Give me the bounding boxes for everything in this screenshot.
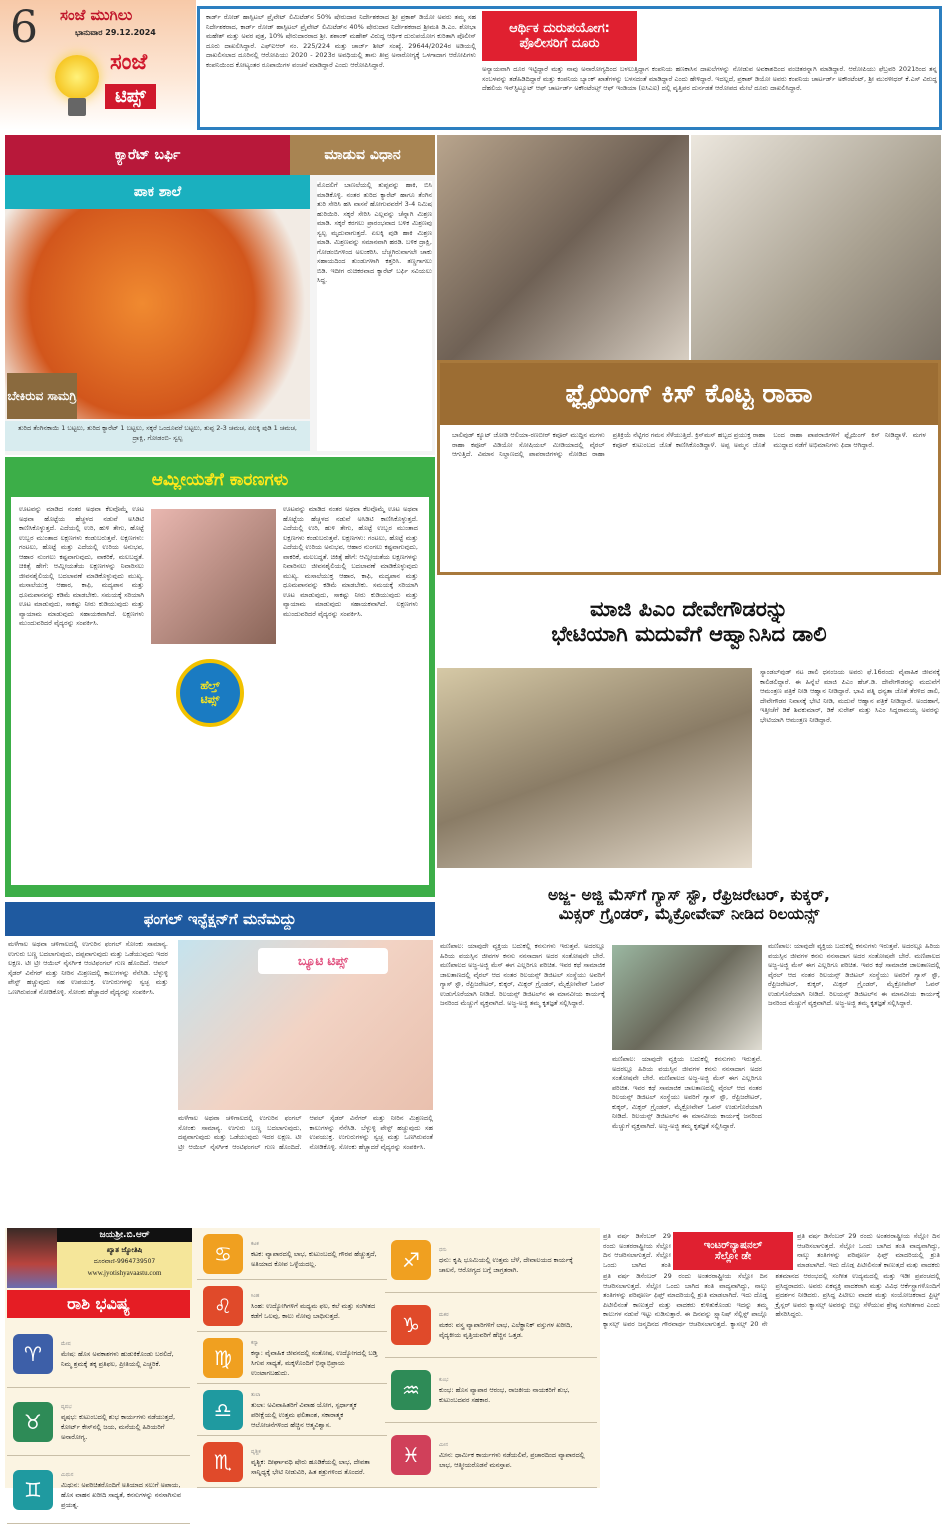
recipe-section-label: ಪಾಕ ಶಾಲೆ — [5, 175, 310, 209]
sign-name: ತುಲಾ — [251, 1391, 261, 1398]
ingredients-list: ತುರಿದ ತೆಂಗಿನಕಾಯಿ 1 ಬಟ್ಟಲು, ತುರಿದ ಕ್ಯಾರೆಟ್ 1 ಬಟ್ಟಲು, ಸಕ್ಕರೆ ಒಂದೂವರೆ ಬಟ್ಟಲು, ತುಪ್ಪ 2-3 ಚಮಚ, ಏಲಕ್ಕಿ ಪುಡಿ 1 ಚಮಚ, ದ್ರಾಕ್ಷಿ, ಗೋಡಂಬಿ- ಸ್ವಲ್ಪ — [5, 421, 310, 451]
sign-name: ಮಿಥುನ — [61, 1471, 74, 1478]
astrologer-name: ಜಯಶ್ರೀ.ಬಿ.ಆರ್ — [57, 1228, 192, 1242]
sign-name: ಕನ್ಯಾ — [251, 1339, 259, 1346]
zodiac-glyph: ♓ — [402, 1443, 420, 1467]
zodiac-2-icon — [13, 1402, 53, 1442]
horoscope-item — [7, 1456, 190, 1524]
devegowda-headline — [437, 582, 941, 662]
headline-line2: ಪೊಲೀಸರಿಗೆ ದೂರು — [519, 36, 600, 51]
horoscope-item — [7, 1388, 190, 1456]
zodiac-glyph: ♉ — [24, 1409, 42, 1434]
astrologer-role: ಖ್ಯಾತ ಜ್ಯೋತಿಷಿ — [106, 1246, 143, 1254]
horoscope-item — [385, 1423, 597, 1488]
zodiac-8-icon — [203, 1442, 243, 1482]
reliance-body-right: ಮಣಿಪಾಲ: ಯಾವುದೇ ವ್ಯಕ್ತಿಯ ಬದುಕಲ್ಲಿ ಕನಸುಗಳು ಇರುತ್ತವೆ. ಅದರಲ್ಲೂ ಹಿರಿಯ ವಯಸ್ಸಿನ ಜೀವಗಳ ಕನಸು ನನಸಾದಾಗ ಅದರ ಸಂತೋಷವೇ ಬೇರೆ. ಮಣಿಪಾಲದ ಅಜ್ಜ-ಅಜ್ಜಿ ಮೆಸ್ ಈಗ ಎಲ್ಲರಿಗೂ ಪರಿಚಿತ. ಇವರ ಕಥೆ ಸಾಮಾಜಿಕ ಜಾಲತಾಣದಲ್ಲಿ ವೈರಲ್ ಆದ ನಂತರ ರಿಲಯನ್ಸ್ ಡಿಜಿಟಲ್ ಸಂಸ್ಥೆಯು ಅವರಿಗೆ ಗ್ಯಾಸ್ ಸ್ಟೌ, ರೆಫ್ರಿಜರೇಟರ್, ಕುಕ್ಕರ್, ಮಿಕ್ಸರ್ ಗ್ರೈಂಡರ್, ಮೈಕ್ರೋವೇವ್ ಓವನ್ ಉಡುಗೊರೆಯಾಗಿ ನೀಡಿದೆ. ರಿಲಯನ್ಸ್ ಡಿಜಿಟಲ್‌ನ ಈ ಮಾನವೀಯ ಕಾರ್ಯಕ್ಕೆ ಜನರಿಂದ ಮೆಚ್ಚುಗೆ ವ್ಯಕ್ತವಾಗಿದೆ. ಅಜ್ಜ-ಅಜ್ಜಿ ತಮ್ಮ ಕೃತಜ್ಞತೆ ಸಲ್ಲಿಸಿದ್ದಾರೆ. — [768, 942, 940, 1007]
cello-body-top-right: ಪ್ರತಿ ವರ್ಷ ಡಿಸೆಂಬರ್ 29 ರಂದು ಅಂತರರಾಷ್ಟ್ರೀಯ ಸೆಲ್ಲೋ ದಿನ ಆಚರಿಸಲಾಗುತ್ತದೆ. ಸೆಲ್ಲೋ ಒಂದು ಬಾಗಿದ ತಂತಿ ವಾದ್ಯವಾಗಿದ್ದು, ನಾಲ್ಕು ತಂತಿಗಳನ್ನು ಪರಿಪೂರ್ಣ ಫಿಫ್ತ್ ಮಾದರಿಯಲ್ಲಿ ಶ್ರುತಿ ಮಾಡಲಾಗಿದೆ. ಇದು ದೊಡ್ಡ ಪಿಟೀಲಿನಂತೆ ಕಾಣುತ್ತದೆ ಮತ್ತು ವಾದಕರು — [797, 1232, 940, 1268]
zodiac-glyph: ♌ — [214, 1293, 232, 1318]
headline-line1: ಮಾಜಿ ಪಿಎಂ ದೇವೇಗೌಡರನ್ನು — [589, 597, 789, 621]
badge-line1: ಹೆಲ್ತ್ — [200, 679, 220, 692]
sign-name: ಮೀನ — [439, 1442, 449, 1448]
horoscope-column-3 — [385, 1228, 597, 1488]
raha-ranbir-photo — [437, 135, 689, 360]
zodiac-glyph: ♊ — [24, 1477, 42, 1502]
sign-name: ಮೇಷ — [61, 1340, 71, 1347]
celebrity-headline: ಫ್ಲೈಯಿಂಗ್ ಕಿಸ್ ಕೊಟ್ಟ ರಾಹಾ — [440, 363, 938, 425]
zodiac-glyph: ♏ — [214, 1449, 232, 1474]
section-title: ಸಂಜೆ — [110, 50, 148, 75]
reliance-headline — [437, 872, 941, 938]
health-section — [5, 457, 435, 897]
stomach-pain-photo — [151, 509, 276, 644]
sign-name: ಸಿಂಹ — [251, 1292, 260, 1299]
horoscope-text — [61, 1339, 184, 1369]
sign-name: ಕುಂಭ — [439, 1377, 449, 1383]
zodiac-4-icon — [203, 1234, 243, 1274]
horoscope-column-2 — [197, 1228, 387, 1488]
lightbulb-base-icon — [68, 98, 86, 116]
astrologer-website[interactable]: www.jyotishyavaastu.com — [87, 1269, 162, 1277]
sign-prediction: ತುಲಾ: ಅವಿವಾಹಿತರಿಗೆ ವಿವಾಹ ಯೋಗ, ಸ್ಪರ್ಧಾತ್ಮಕ ಪರೀಕ್ಷೆಯಲ್ಲಿ ಉತ್ತಮ ಫಲಿತಾಂಶ, ಸಕಾರಾತ್ಮಕ ಆಲೋಚನೆಗಳಿಂದ ಹೆಚ್ಚಿನ ಆತ್ಮವಿಶ್ವಾಸ. — [251, 1400, 357, 1429]
horoscope-item — [385, 1358, 597, 1423]
zodiac-glyph: ♐ — [402, 1248, 420, 1272]
lead-story — [197, 6, 942, 130]
recipe-method: ಮೊದಲಿಗೆ ಬಾಣಲೆಯಲ್ಲಿ ತುಪ್ಪವನ್ನು ಹಾಕಿ, ಬಿಸಿ ಮಾಡಿಕೊಳ್ಳಿ. ನಂತರ ತುರಿದ ಕ್ಯಾರೆಟ್ ಹಾಗೂ ತೆಂಗಿನ ತುರಿ ಸೇರಿಸಿ ಹಸಿ ವಾಸನೆ ಹೋಗುವವರೆಗೆ 3-4 ನಿಮಿಷ ಹುರಿಯಿರಿ. ಸಕ್ಕರೆ ಸೇರಿಸಿ ಎಲ್ಲವನ್ನು ಚೆನ್ನಾಗಿ ಮಿಶ್ರಣ ಮಾಡಿ. ಸಕ್ಕರೆ ಕರಗಲು ಪ್ರಾರಂಭವಾದ ಬಳಿಕ ಮಿಶ್ರಣವು ಸ್ವಲ್ಪ ಮೃದುವಾಗುತ್ತದೆ. ಏಲಕ್ಕಿ ಪುಡಿ ಹಾಕಿ ಮಿಶ್ರಣ ಮಾಡಿ. ಮಿಶ್ರಣವನ್ನು ಸಮಾನವಾಗಿ ಹರಡಿ. ಬಳಿಕ ದ್ರಾಕ್ಷಿ, ಗೋಡಂಬಿಗಳಿಂದ ಅಲಂಕರಿಸಿ. ಬೆಚ್ಚಗಿರುವಾಗಲೇ ಚಾಕು ಸಹಾಯದಿಂದ ತುಂಡುಗಳಾಗಿ ಕತ್ತರಿಸಿ. ತಣ್ಣಗಾಗಲು ಬಿಡಿ. ಇದೀಗ ರುಚಿಕರವಾದ ಕ್ಯಾರೆಟ್ ಬರ್ಫಿ ಸವಿಯಲು ಸಿದ್ಧ. — [317, 181, 432, 451]
headline-line2: ಮಿಕ್ಸರ್ ಗ್ರೈಂಡರ್, ಮೈಕ್ರೋವೇವ್ ನೀಡಿದ ರಿಲಯನ್ಸ್ — [558, 905, 820, 923]
zodiac-10-icon — [391, 1305, 431, 1345]
sign-prediction: ಕುಂಭ: ಹೊಸ ವ್ಯಾಪಾರ ಆರಂಭ, ರಾಜಕೀಯ ನಾಯಕರಿಗೆ ಶುಭ, ಕುಟುಂಬದವರ ಸಹಕಾರ. — [439, 1386, 570, 1404]
celebrity-box — [437, 360, 941, 575]
health-title: ಆಮ್ಲೀಯತೆಗೆ ಕಾರಣಗಳು — [151, 470, 289, 490]
issue-date: ಭಾನುವಾರ 29.12.2024 — [75, 28, 156, 37]
sign-prediction: ಮಕರ: ವಸ್ತ್ರ ವ್ಯಾಪಾರಿಗಳಿಗೆ ಲಾಭ, ಎಲೆಕ್ಟ್ರಾನಿಕ್ ವಸ್ತುಗಳ ಖರೀದಿ, ವೈದ್ಯಕೀಯ ವೃತ್ತಿಯವರಿಗೆ ಹೆಚ್ಚಿನ ಒತ್ತಡ. — [439, 1321, 573, 1339]
zodiac-glyph: ♒ — [402, 1378, 420, 1402]
beauty-body: ಮಳೆಗಾಲ ಅಥವಾ ಚಳಿಗಾಲದಲ್ಲಿ ಉಗುರಿನ ಫಂಗಲ್ ಸೋಂಕು ಸಾಮಾನ್ಯ. ಉಗುರು ಬಣ್ಣ ಬದಲಾಗುವುದು, ದಪ್ಪವಾಗುವುದು ಮತ್ತು ಒಡೆಯುವುದು ಇದರ ಲಕ್ಷಣ. ಟೀ ಟ್ರೀ ಆಯಿಲ್ ನೈಸರ್ಗಿಕ ಆಂಟಿಫಂಗಲ್ ಗುಣ ಹೊಂದಿದೆ. ಆಪಲ್ ಸೈಡರ್ ವಿನೆಗರ್ ಮತ್ತು ನೀರಿನ ಮಿಶ್ರಣದಲ್ಲಿ ಕಾಲುಗಳನ್ನು ನೆನೆಸಿಡಿ. ಬೆಳ್ಳುಳ್ಳಿ ಪೇಸ್ಟ್ ಹಚ್ಚುವುದು ಸಹ ಉಪಯುಕ್ತ. ಉಗುರುಗಳನ್ನು ಸ್ವಚ್ಛ ಮತ್ತು ಒಣಗಿರುವಂತೆ ನೋಡಿಕೊಳ್ಳಿ. ಸೋಂಕು ಹೆಚ್ಚಾದರೆ ವೈದ್ಯರನ್ನು ಸಂಪರ್ಕಿಸಿ. — [8, 940, 168, 996]
sign-prediction: ವೃಶ್ಚಿಕ: ದೀರ್ಘಾವಧಿ ಷೇರು ಹೂಡಿಕೆಯಲ್ಲಿ ಲಾಭ, ದೇವತಾ ಸಾನ್ನಿಧ್ಯಕ್ಕೆ ಭೇಟಿ ನೀಡುವಿರಿ, ಹಿತ ಶತ್ರುಗಳಿಂದ ತೊಂದರೆ. — [251, 1457, 370, 1476]
method-title: ಮಾಡುವ ವಿಧಾನ — [290, 135, 435, 175]
headline-line2: ಭೇಟಿಯಾಗಿ ಮದುವೆಗೆ ಆಹ್ವಾನಿಸಿದ ಡಾಲಿ — [551, 622, 827, 646]
horoscope-text — [439, 1440, 591, 1470]
ingredients-title: ಬೇಕಿರುವ ಸಾಮಗ್ರಿ — [7, 373, 77, 419]
ajja-ajji-photo — [612, 945, 762, 1050]
horoscope-column-1 — [7, 1320, 190, 1524]
zodiac-5-icon — [203, 1286, 243, 1326]
sign-prediction: ಕನ್ಯಾ: ವೈವಾಹಿಕ ಜೀವನದಲ್ಲಿ ಸಂತೋಷ, ಉದ್ಯೋಗದಲ್ಲಿ ಬಡ್ತಿ ಸಿಗುವ ಸಾಧ್ಯತೆ, ಮಕ್ಕಳೊಂದಿಗೆ ಭಿನ್ನಾಭಿಪ್ರಾಯ ಉಂಟಾಗಬಹುದು. — [251, 1348, 378, 1377]
sign-prediction: ಮೇಷ: ಹೊಸ ಅವಕಾಶಗಳು ಹುಡುಕಿಕೊಂಡು ಬರಲಿದೆ, ನಿಮ್ಮ ಶ್ರಮಕ್ಕೆ ತಕ್ಕ ಪ್ರತಿಫಲ, ಪ್ರೀತಿಯಲ್ಲಿ ಎಚ್ಚರಿಕೆ. — [61, 1349, 174, 1368]
astrologer-card — [57, 1228, 192, 1288]
sign-prediction: ಮೀನ: ಧಾರ್ಮಿಕ ಕಾರ್ಯಗಳು ನಡೆಯಲಿವೆ, ಪ್ರಚಾರದಿಂದ ವ್ಯಾಪಾರದಲ್ಲಿ ಲಾಭ, ಆತ್ಮೀಯರೊಡನೆ ಮನಸ್ತಾಪ. — [439, 1451, 585, 1469]
horoscope-item — [385, 1293, 597, 1358]
dhananjaya-devegowda-photo — [437, 668, 752, 868]
beauty-body-bottom: ಮಳೆಗಾಲ ಅಥವಾ ಚಳಿಗಾಲದಲ್ಲಿ ಉಗುರಿನ ಫಂಗಲ್ ಸೋಂಕು ಸಾಮಾನ್ಯ. ಉಗುರು ಬಣ್ಣ ಬದಲಾಗುವುದು, ದಪ್ಪವಾಗುವುದು ಮತ್ತು ಒಡೆಯುವುದು ಇದರ ಲಕ್ಷಣ. ಟೀ ಟ್ರೀ ಆಯಿಲ್ ನೈಸರ್ಗಿಕ ಆಂಟಿಫಂಗಲ್ ಗುಣ ಹೊಂದಿದೆ. ಆಪಲ್ ಸೈಡರ್ ವಿನೆಗರ್ ಮತ್ತು ನೀರಿನ ಮಿಶ್ರಣದಲ್ಲಿ ಕಾಲುಗಳನ್ನು ನೆನೆಸಿಡಿ. ಬೆಳ್ಳುಳ್ಳಿ ಪೇಸ್ಟ್ ಹಚ್ಚುವುದು ಸಹ ಉಪಯುಕ್ತ. ಉಗುರುಗಳನ್ನು ಸ್ವಚ್ಛ ಮತ್ತು ಒಣಗಿರುವಂತೆ ನೋಡಿಕೊಳ್ಳಿ. ಸೋಂಕು ಹೆಚ್ಚಾದರೆ ವೈದ್ಯರನ್ನು ಸಂಪರ್ಕಿಸಿ. — [178, 1114, 433, 1151]
headline-line1: ಅಜ್ಜ- ಅಜ್ಜಿ ಮೆಸ್‌ಗೆ ಗ್ಯಾಸ್ ಸ್ಟೌ, ರೆಫ್ರಿಜರೇಟರ್, ಕುಕ್ಕರ್, — [548, 886, 830, 904]
horoscope-item — [197, 1280, 387, 1332]
sign-prediction: ಕಟಕ: ವ್ಯಾಪಾರದಲ್ಲಿ ಲಾಭ, ಕುಟುಂಬದಲ್ಲಿ ಗೌರವ ಹೆಚ್ಚುತ್ತದೆ, ಅತಿಯಾದ ಕೋಪ ಒಳ್ಳೆಯದಲ್ಲ. — [251, 1249, 377, 1268]
astrologer-photo — [7, 1228, 57, 1288]
horoscope-title: ರಾಶಿ ಭವಿಷ್ಯ — [7, 1290, 190, 1318]
horoscope-text — [61, 1402, 184, 1442]
horoscope-text — [251, 1447, 381, 1477]
cello-body: ಪ್ರತಿ ವರ್ಷ ಡಿಸೆಂಬರ್ 29 ರಂದು ಅಂತರರಾಷ್ಟ್ರೀಯ ಸೆಲ್ಲೋ ದಿನ ಆಚರಿಸಲಾಗುತ್ತದೆ. ಸೆಲ್ಲೋ ಒಂದು ಬಾಗಿದ ತಂತಿ ವಾದ್ಯವಾಗಿದ್ದು, ನಾಲ್ಕು ತಂತಿಗಳನ್ನು ಪರಿಪೂರ್ಣ ಫಿಫ್ತ್ ಮಾದರಿಯಲ್ಲಿ ಶ್ರುತಿ ಮಾಡಲಾಗಿದೆ. ಇದು ದೊಡ್ಡ ಪಿಟೀಲಿನಂತೆ ಕಾಣುತ್ತದೆ ಮತ್ತು ವಾದಕರು ಕುಳಿತುಕೊಂಡು ಇದನ್ನು ತಮ್ಮ ಕಾಲುಗಳ ನಡುವೆ ಇಟ್ಟು ನುಡಿಸುತ್ತಾರೆ. ಈ ದಿನವನ್ನು ಸ್ಪ್ಯಾನಿಷ್ ಸೆಲ್ಲಿಸ್ಟ್ ಪಾಬ್ಲೊ ಕ್ಯಾಸಲ್ಸ್ ಅವರ ಜನ್ಮದಿನದ ಗೌರವಾರ್ಥ ಆಚರಿಸಲಾಗುತ್ತದೆ. ಕ್ಯಾಸಲ್ಸ್ 20 ನೇ ಶತಮಾನದ ಆರಂಭದಲ್ಲಿ ಸಂಗೀತ ಉದ್ಯಮದಲ್ಲಿ ಮತ್ತು ಇಡೀ ಪ್ರಪಂಚದಲ್ಲಿ ಪ್ರಸಿದ್ಧರಾದರು. ಅವರು ಏಕವ್ಯಕ್ತಿ ವಾದಕರಾಗಿ ಮತ್ತು ವಿವಿಧ ಆರ್ಕೆಸ್ಟ್ರಾಗಳೊಂದಿಗೆ ಪ್ರದರ್ಶನ ನೀಡಿದರು. ಪ್ರಸಿದ್ಧ ಪಿಟೀಲು ವಾದಕ ಮತ್ತು ಸಂಯೋಜಕರಾದ ಫ್ರಿಟ್ಜ್ ಕ್ರೈಸ್ಲರ್ ಅವರು ಕ್ಯಾಸಲ್ಸ್ ಅವರನ್ನು ಬಿಲ್ಲು ಸೆಳೆಯುವ ಶ್ರೇಷ್ಠ ಸಂಗೀತಗಾರ ಎಂದು ಹೆಸರಿಸಿದ್ದರು. — [603, 1272, 940, 1328]
page-number: 6 — [10, 2, 38, 53]
beauty-tips-tag: ಬ್ಯೂಟಿ ಟಿಪ್ಸ್ — [258, 948, 388, 974]
section-subtitle: ಟಿಪ್ಸ್ — [105, 84, 156, 109]
zodiac-12-icon — [391, 1435, 431, 1475]
recipe-section — [5, 135, 435, 455]
health-tips-badge — [176, 659, 244, 727]
recipe-title: ಕ್ಯಾರೆಟ್ ಬರ್ಫಿ — [5, 135, 290, 175]
horoscope-section — [5, 1228, 600, 1509]
zodiac-glyph: ♑ — [402, 1313, 420, 1337]
devegowda-body: ಸ್ಯಾಂಡಲ್‌ವುಡ್ ನಟ ಡಾಲಿ ಧನಂಜಯ ಅವರು ಫೆ.16ರಂದು ವೈವಾಹಿಕ ಜೀವನಕ್ಕೆ ಕಾಲಿಡಲಿದ್ದಾರೆ. ಈ ಹಿನ್ನೆಲೆ ಮಾಜಿ ಪಿಎಂ ಹೆಚ್.ಡಿ. ದೇವೇಗೌಡರನ್ನು ಮದುವೆಗೆ ಆಮಂತ್ರಣ ಪತ್ರಿಕೆ ನೀಡಿ ಆಹ್ವಾನ ನೀಡಿದ್ದಾರೆ. ಭಾವಿ ಪತ್ನಿ ಧನ್ಯತಾ ಜೊತೆ ತೆರಳಿದ ಡಾಲಿ, ದೇವೇಗೌಡರ ನಿವಾಸಕ್ಕೆ ಭೇಟಿ ನೀಡಿ, ಮದುವೆ ಆಹ್ವಾನ ಪತ್ರಿಕೆ ನೀಡಿದ್ದಾರೆ. ಅಂದಹಾಗೆ, ಇತ್ತೀಚೆಗೆ ಡಿಕೆ ಶಿವಕುಮಾರ್, ಡಿಕೆ ಸುರೇಶ್ ಮತ್ತು ಸಿಎಂ ಸಿದ್ದರಾಮಯ್ಯ ಅವರನ್ನು ಭೇಟಿಯಾಗಿ ಆಮಂತ್ರಣ ನೀಡಿದ್ದಾರೆ. — [760, 668, 940, 724]
zodiac-11-icon — [391, 1370, 431, 1410]
headline-line1: ಇಂಟರ್‌ನ್ಯಾಷನಲ್ — [703, 1240, 763, 1251]
zodiac-glyph: ♋ — [214, 1241, 232, 1266]
sign-name: ಕಟಕ — [251, 1240, 259, 1247]
lead-story-body-left: ಕಾರ್ಡ್ ರೋಡ್ ಹಾಸ್ಪಿಟಲ್ ಪ್ರೈವೇಟ್ ಲಿಮಿಟೆಡ್‌ನ 50% ಷೇರುದಾರ ನಿರ್ದೇಶಕರಾದ ಶ್ರೀ ಪ್ರಕಾಶ್ ಡಿಯೋ ಅವರು ತಮ್ಮ ಸಹ ನಿರ್ದೇಶಕರಾದ, ಕಾರ್ಡ್ ರೋಡ್ ಹಾಸ್ಪಿಟಲ್ ಪ್ರೈವೇಟ್ ಲಿಮಿಟೆಡ್‌ನ 40% ಷೇರುದಾರ ನಿರ್ದೇಶಕರಾದ ಶ್ರೀಮತಿ ಡಿ.ಎಂ. ಶೋಭಾ ಮಹೇಶ್ ಮತ್ತು ಅವರ ಪುತ್ರ, 10% ಷೇರುದಾರರಾದ ಶ್ರೀ. ಶಶಾಂಕ್ ಮಹೇಶ್ ವಿರುದ್ಧ ಆರ್ಥಿಕ ದುರುಪಯೋಗ ಕುರಿತಾಗಿ ಪೊಲೀಸ್ ದೂರು ದಾಖಲಿಸಿದ್ದಾರೆ. ಎಫ್‌ಐಆರ್ ನಂ. 225/224 ಮತ್ತು ಚಾರ್ಜ್ ಶೀಟ್ ಸಂಖ್ಯೆ. 29644/2024ರ ಅಡಿಯಲ್ಲಿ ದಾಖಲಿಸಲಾದ ದೂರಿನಲ್ಲಿ ಆರೋಪಿಯು 2020 - 2023ರ ಅವಧಿಯಲ್ಲಿ ತಾನು ತೀವ್ರ ಅನಾರೋಗ್ಯಕ್ಕೆ ಒಳಗಾದಾಗ ಆರೋಪಿಗಳು ಕಂಪನಿಯಿಂದ ಕೋಟ್ಯಂತರ ರೂಪಾಯಿಗಳ ವಂಚನೆ ಮಾಡಿದ್ದಾರೆ ಎಂದು ಆರೋಪಿಸಿದ್ದಾರೆ. — [206, 13, 476, 69]
zodiac-6-icon — [203, 1338, 243, 1378]
sign-prediction: ವೃಷಭ: ಕುಟುಂಬದಲ್ಲಿ ಶುಭ ಕಾರ್ಯಗಳು ನಡೆಯುತ್ತದೆ, ಕೋರ್ಟ್ ಕೇಸ್‌ನಲ್ಲಿ ಜಯ, ಮನೆಯಲ್ಲಿ ಹಿರಿಯರಿಗೆ ಅನಾರೋಗ್ಯ. — [61, 1412, 176, 1441]
zodiac-glyph: ♎ — [214, 1397, 232, 1422]
lightbulb-icon — [55, 55, 99, 99]
lead-story-body-right: ಅನ್ಯಾಯವಾಗಿ ದೂರ ಇಟ್ಟಿದ್ದಾರೆ ಮತ್ತು ನಾವು ಅನಾರೋಗ್ಯದಿಂದ ಬಳಲುತ್ತಿದ್ದಾಗ ಕಂಪನಿಯ ಹಣಕಾಸಿನ ದಾಖಲೆಗಳನ್ನು ನೋಡುವ ಅವಕಾಶದಿಂದ ವಂಚಿತರನ್ನಾಗಿ ಮಾಡಿದ್ದಾರೆ. ಆರೋಪಿಯು ಫೆಬ್ರವರಿ 2021ರಿಂದ ತನ್ನ ಸಂಬಳವನ್ನು ತಡೆಹಿಡಿದಿದ್ದಾರೆ ಮತ್ತು ಕಂಪನಿಯ ಬ್ಯಾಂಕ್ ಖಾತೆಗಳನ್ನು ಬಳಸದಂತೆ ಮಾಡಿದ್ದಾರೆ ಎಂದು ಹೇಳಿದ್ದಾರೆ. ಇದಲ್ಲದೆ, ಪ್ರಕಾಶ್ ಡಿಯೋ ಅವರು ಕಂಪನಿಯ ಚಾರ್ಟರ್ಡ್ ಅಕೌಂಟೆಂಟ್, ಶ್ರೀ ಮುರಳೀಧರ್ ಕೆ.ಎಸ್ ವಿರುದ್ಧ ದೆಹಲಿಯ ಇನ್‌ಸ್ಟಿಟ್ಯೂಟ್ ಆಫ್ ಚಾರ್ಟರ್ಡ್ ಅಕೌಂಟೆಂಟ್ಸ್ ಆಫ್ ಇಂಡಿಯಾ (ಐಸಿಎಐ) ದಲ್ಲಿ ವೃತ್ತಿಪರ ದುರ್ನಡತೆ ಆರೋಪದ ಮೇಲೆ ದೂರು ದಾಖಲಿಸಿದ್ದಾರೆ. — [482, 65, 937, 92]
masthead — [0, 0, 196, 130]
zodiac-glyph: ♈ — [24, 1341, 42, 1366]
horoscope-text — [251, 1390, 381, 1430]
horoscope-text — [251, 1291, 381, 1321]
health-body: ಊಟವನ್ನು ಮಾಡಿದ ನಂತರ ಅಥವಾ ಕೆಲವೊಮ್ಮೆ ಊಟ ಅಥವಾ ಹೊಟ್ಟೆಯ ಹೆಚ್ಚಳದ ನಡುವೆ ಅಸಿಡಿಟಿ ಕಾಣಿಸಿಕೊಳ್ಳುತ್ತದೆ. ಎದೆಯಲ್ಲಿ ಉರಿ, ಹುಳಿ ತೇಗು, ಹೊಟ್ಟೆ ಉಬ್ಬರ ಮುಂತಾದ ಲಕ್ಷಣಗಳು ಕಂಡುಬರುತ್ತವೆ. ಲಕ್ಷಣಗಳು: ಗಂಟಲು, ಹೊಟ್ಟೆ ಮತ್ತು ಎದೆಯಲ್ಲಿ ಉರಿಯ ಅನುಭವ, ಆಹಾರ ನುಂಗಲು ಕಷ್ಟವಾಗುವುದು, ವಾಕರಿಕೆ, ಮಲಬದ್ಧತೆ. ಚಿಕಿತ್ಸೆ ಹೇಗೆ: ಆಮ್ಲೀಯತೆಯ ಲಕ್ಷಣಗಳನ್ನು ನಿವಾರಿಸಲು ಜೀವನಶೈಲಿಯಲ್ಲಿ ಬದಲಾವಣೆ ಮಾಡಿಕೊಳ್ಳುವುದು ಮುಖ್ಯ. ಮಸಾಲೆಯುಕ್ತ ಆಹಾರ, ಕಾಫಿ, ಮದ್ಯಪಾನ ಮತ್ತು ಧೂಮಪಾನವನ್ನು ಕಡಿಮೆ ಮಾಡಬೇಕು. ಸಮಯಕ್ಕೆ ಸರಿಯಾಗಿ ಊಟ ಮಾಡುವುದು, ಸಾಕಷ್ಟು ನೀರು ಕುಡಿಯುವುದು ಮತ್ತು ವ್ಯಾಯಾಮ ಮಾಡುವುದು ಸಹಾಯಕವಾಗಿದೆ. ಲಕ್ಷಣಗಳು ಮುಂದುವರಿದರೆ ವೈದ್ಯರನ್ನು ಸಂಪರ್ಕಿಸಿ. — [19, 505, 144, 627]
lead-story-headline — [482, 11, 637, 61]
horoscope-text — [439, 1245, 591, 1275]
horoscope-item — [385, 1228, 597, 1293]
celebrity-body: ಬಾಲಿವುಡ್ ಕ್ಯೂಟ್ ಜೋಡಿ ಆಲಿಯಾ-ರಣಬೀರ್ ಕಪೂರ್ ಮುದ್ದಿನ ಮಗಳು ರಾಹಾ ಕಪೂರ್ ವಿಡಿಯೋ ಸೋಷಿಯಲ್ ಮೀಡಿಯಾದಲ್ಲಿ ವೈರಲ್ ಆಗುತ್ತಿದೆ. ವಿಮಾನ ನಿಲ್ದಾಣದಲ್ಲಿ ಪಾಪರಾಜಿಗಳನ್ನು ನೋಡಿದ ರಾಹಾ ಪ್ರತಿಕ್ರಿಯೆ ನೆಟ್ಟಿಗರ ಗಮನ ಸೆಳೆಯುತ್ತಿದೆ. ಕ್ರಿಸ್‌ಮಸ್ ಹಬ್ಬದ ಪ್ರಯುಕ್ತ ರಾಹಾ ಕಪೂರ್ ಕುಟುಂಬದ ಜೊತೆ ಕಾಣಿಸಿಕೊಂಡಿದ್ದಾಳೆ. ಅಪ್ಪ ಅಮ್ಮನ ಜೊತೆ ಬಂದ ರಾಹಾ ಪಾಪರಾಜಿಗಳಿಗೆ ಫ್ಲೈಯಿಂಗ್ ಕಿಸ್ ನೀಡಿದ್ದಾಳೆ. ಮಗಳ ಮುದ್ದಾದ ನಡೆಗೆ ಅಭಿಮಾನಿಗಳು ಫಿದಾ ಆಗಿದ್ದಾರೆ. — [452, 431, 926, 458]
horoscope-text — [439, 1375, 591, 1405]
reliance-body: ಮಣಿಪಾಲ: ಯಾವುದೇ ವ್ಯಕ್ತಿಯ ಬದುಕಲ್ಲಿ ಕನಸುಗಳು ಇರುತ್ತವೆ. ಅದರಲ್ಲೂ ಹಿರಿಯ ವಯಸ್ಸಿನ ಜೀವಗಳ ಕನಸು ನನಸಾದಾಗ ಅದರ ಸಂತೋಷವೇ ಬೇರೆ. ಮಣಿಪಾಲದ ಅಜ್ಜ-ಅಜ್ಜಿ ಮೆಸ್ ಈಗ ಎಲ್ಲರಿಗೂ ಪರಿಚಿತ. ಇವರ ಕಥೆ ಸಾಮಾಜಿಕ ಜಾಲತಾಣದಲ್ಲಿ ವೈರಲ್ ಆದ ನಂತರ ರಿಲಯನ್ಸ್ ಡಿಜಿಟಲ್ ಸಂಸ್ಥೆಯು ಅವರಿಗೆ ಗ್ಯಾಸ್ ಸ್ಟೌ, ರೆಫ್ರಿಜರೇಟರ್, ಕುಕ್ಕರ್, ಮಿಕ್ಸರ್ ಗ್ರೈಂಡರ್, ಮೈಕ್ರೋವೇವ್ ಓವನ್ ಉಡುಗೊರೆಯಾಗಿ ನೀಡಿದೆ. ರಿಲಯನ್ಸ್ ಡಿಜಿಟಲ್‌ನ ಈ ಮಾನವೀಯ ಕಾರ್ಯಕ್ಕೆ ಜನರಿಂದ ಮೆಚ್ಚುಗೆ ವ್ಯಕ್ತವಾಗಿದೆ. ಅಜ್ಜ-ಅಜ್ಜಿ ತಮ್ಮ ಕೃತಜ್ಞತೆ ಸಲ್ಲಿಸಿದ್ದಾರೆ. — [440, 942, 605, 1007]
horoscope-text — [251, 1338, 381, 1378]
zodiac-9-icon — [391, 1240, 431, 1280]
zodiac-glyph: ♍ — [214, 1345, 232, 1370]
sign-prediction: ಸಿಂಹ: ಉದ್ಯೋಗಿಗಳಿಗೆ ಮಧ್ಯಮ ಫಲ, ಕಲೆ ಮತ್ತು ಸಂಗೀತದ ಕಡೆಗೆ ಒಲವು, ಕಾಲು ನೋವು ಬಾಧಿಸುತ್ತದೆ. — [251, 1301, 376, 1320]
horoscope-text — [439, 1310, 591, 1340]
health-body-continued: ಊಟವನ್ನು ಮಾಡಿದ ನಂತರ ಅಥವಾ ಕೆಲವೊಮ್ಮೆ ಊಟ ಅಥವಾ ಹೊಟ್ಟೆಯ ಹೆಚ್ಚಳದ ನಡುವೆ ಅಸಿಡಿಟಿ ಕಾಣಿಸಿಕೊಳ್ಳುತ್ತದೆ. ಎದೆಯಲ್ಲಿ ಉರಿ, ಹುಳಿ ತೇಗು, ಹೊಟ್ಟೆ ಉಬ್ಬರ ಮುಂತಾದ ಲಕ್ಷಣಗಳು ಕಂಡುಬರುತ್ತವೆ. ಲಕ್ಷಣಗಳು: ಗಂಟಲು, ಹೊಟ್ಟೆ ಮತ್ತು ಎದೆಯಲ್ಲಿ ಉರಿಯ ಅನುಭವ, ಆಹಾರ ನುಂಗಲು ಕಷ್ಟವಾಗುವುದು, ವಾಕರಿಕೆ, ಮಲಬದ್ಧತೆ. ಚಿಕಿತ್ಸೆ ಹೇಗೆ: ಆಮ್ಲೀಯತೆಯ ಲಕ್ಷಣಗಳನ್ನು ನಿವಾರಿಸಲು ಜೀವನಶೈಲಿಯಲ್ಲಿ ಬದಲಾವಣೆ ಮಾಡಿಕೊಳ್ಳುವುದು ಮುಖ್ಯ. ಮಸಾಲೆಯುಕ್ತ ಆಹಾರ, ಕಾಫಿ, ಮದ್ಯಪಾನ ಮತ್ತು ಧೂಮಪಾನವನ್ನು ಕಡಿಮೆ ಮಾಡಬೇಕು. ಸಮಯಕ್ಕೆ ಸರಿಯಾಗಿ ಊಟ ಮಾಡುವುದು, ಸಾಕಷ್ಟು ನೀರು ಕುಡಿಯುವುದು ಮತ್ತು ವ್ಯಾಯಾಮ ಮಾಡುವುದು ಸಹಾಯಕವಾಗಿದೆ. ಲಕ್ಷಣಗಳು ಮುಂದುವರಿದರೆ ವೈದ್ಯರನ್ನು ಸಂಪರ್ಕಿಸಿ. — [283, 505, 418, 618]
zodiac-7-icon — [203, 1390, 243, 1430]
paper-name: ಸಂಜೆ ಮುಗಿಲು — [60, 6, 133, 24]
sign-name: ಮಕರ — [439, 1312, 449, 1318]
sign-name: ವೃಶ್ಚಿಕ — [251, 1448, 261, 1455]
sign-name: ವೃಷಭ — [61, 1403, 72, 1410]
horoscope-item — [197, 1436, 387, 1488]
alia-raha-photo — [691, 135, 941, 360]
sign-name: ಧನು — [439, 1247, 447, 1253]
zodiac-1-icon — [13, 1334, 53, 1374]
beauty-title: ಫಂಗಲ್ ಇನ್ಫೆಕ್ಷನ್‌ಗೆ ಮನೆಮದ್ದು — [5, 902, 435, 936]
horoscope-item — [7, 1320, 190, 1388]
horoscope-item — [197, 1228, 387, 1280]
cello-headline — [673, 1232, 793, 1270]
sign-prediction: ಧನು: ಕೃಷಿ ಭೂಮಿಯಲ್ಲಿ ಉತ್ತಮ ಬೆಳೆ, ದೇವಾಲಯದ ಕಾರ್ಯಕ್ಕೆ ಚಾಲನೆ, ಆರೋಗ್ಯದ ಬಗ್ಗೆ ಜಾಗ್ರತರಾಗಿ. — [439, 1256, 573, 1274]
cello-body-left: ಪ್ರತಿ ವರ್ಷ ಡಿಸೆಂಬರ್ 29 ರಂದು ಅಂತರರಾಷ್ಟ್ರೀಯ ಸೆಲ್ಲೋ ದಿನ ಆಚರಿಸಲಾಗುತ್ತದೆ. ಸೆಲ್ಲೋ ಒಂದು ಬಾಗಿದ ತಂತಿ — [603, 1232, 671, 1268]
horoscope-item — [197, 1384, 387, 1436]
headline-line1: ಆರ್ಥಿಕ ದುರುಪಯೋಗ: — [509, 21, 610, 36]
reliance-body-mid: ಮಣಿಪಾಲ: ಯಾವುದೇ ವ್ಯಕ್ತಿಯ ಬದುಕಲ್ಲಿ ಕನಸುಗಳು ಇರುತ್ತವೆ. ಅದರಲ್ಲೂ ಹಿರಿಯ ವಯಸ್ಸಿನ ಜೀವಗಳ ಕನಸು ನನಸಾದಾಗ ಅದರ ಸಂತೋಷವೇ ಬೇರೆ. ಮಣಿಪಾಲದ ಅಜ್ಜ-ಅಜ್ಜಿ ಮೆಸ್ ಈಗ ಎಲ್ಲರಿಗೂ ಪರಿಚಿತ. ಇವರ ಕಥೆ ಸಾಮಾಜಿಕ ಜಾಲತಾಣದಲ್ಲಿ ವೈರಲ್ ಆದ ನಂತರ ರಿಲಯನ್ಸ್ ಡಿಜಿಟಲ್ ಸಂಸ್ಥೆಯು ಅವರಿಗೆ ಗ್ಯಾಸ್ ಸ್ಟೌ, ರೆಫ್ರಿಜರೇಟರ್, ಕುಕ್ಕರ್, ಮಿಕ್ಸರ್ ಗ್ರೈಂಡರ್, ಮೈಕ್ರೋವೇವ್ ಓವನ್ ಉಡುಗೊರೆಯಾಗಿ ನೀಡಿದೆ. ರಿಲಯನ್ಸ್ ಡಿಜಿಟಲ್‌ನ ಈ ಮಾನವೀಯ ಕಾರ್ಯಕ್ಕೆ ಜನರಿಂದ ಮೆಚ್ಚುಗೆ ವ್ಯಕ್ತವಾಗಿದೆ. ಅಜ್ಜ-ಅಜ್ಜಿ ತಮ್ಮ ಕೃತಜ್ಞತೆ ಸಲ್ಲಿಸಿದ್ದಾರೆ. — [612, 1055, 762, 1130]
headline-line2: ಸೆಲ್ಲೋ ಡೇ — [714, 1251, 752, 1262]
badge-line2: ಟಿಪ್ಸ್ — [200, 693, 220, 706]
horoscope-text — [251, 1239, 381, 1269]
horoscope-item — [197, 1332, 387, 1384]
astrologer-phone: ದೂರವಾಣಿ-9964739507 — [93, 1258, 156, 1265]
sign-prediction: ಮಿಥುನ: ಅಪರಿಚಿತರೊಂದಿಗೆ ಅತಿಯಾದ ಸಲುಗೆ ಅಪಾಯ, ಹೊಸ ವಾಹನ ಖರೀದಿ ಸಾಧ್ಯತೆ, ಕನಸುಗಳನ್ನು ನನಸಾಗಿಸುವ ಪ್ರಯತ್ನ. — [61, 1480, 182, 1509]
